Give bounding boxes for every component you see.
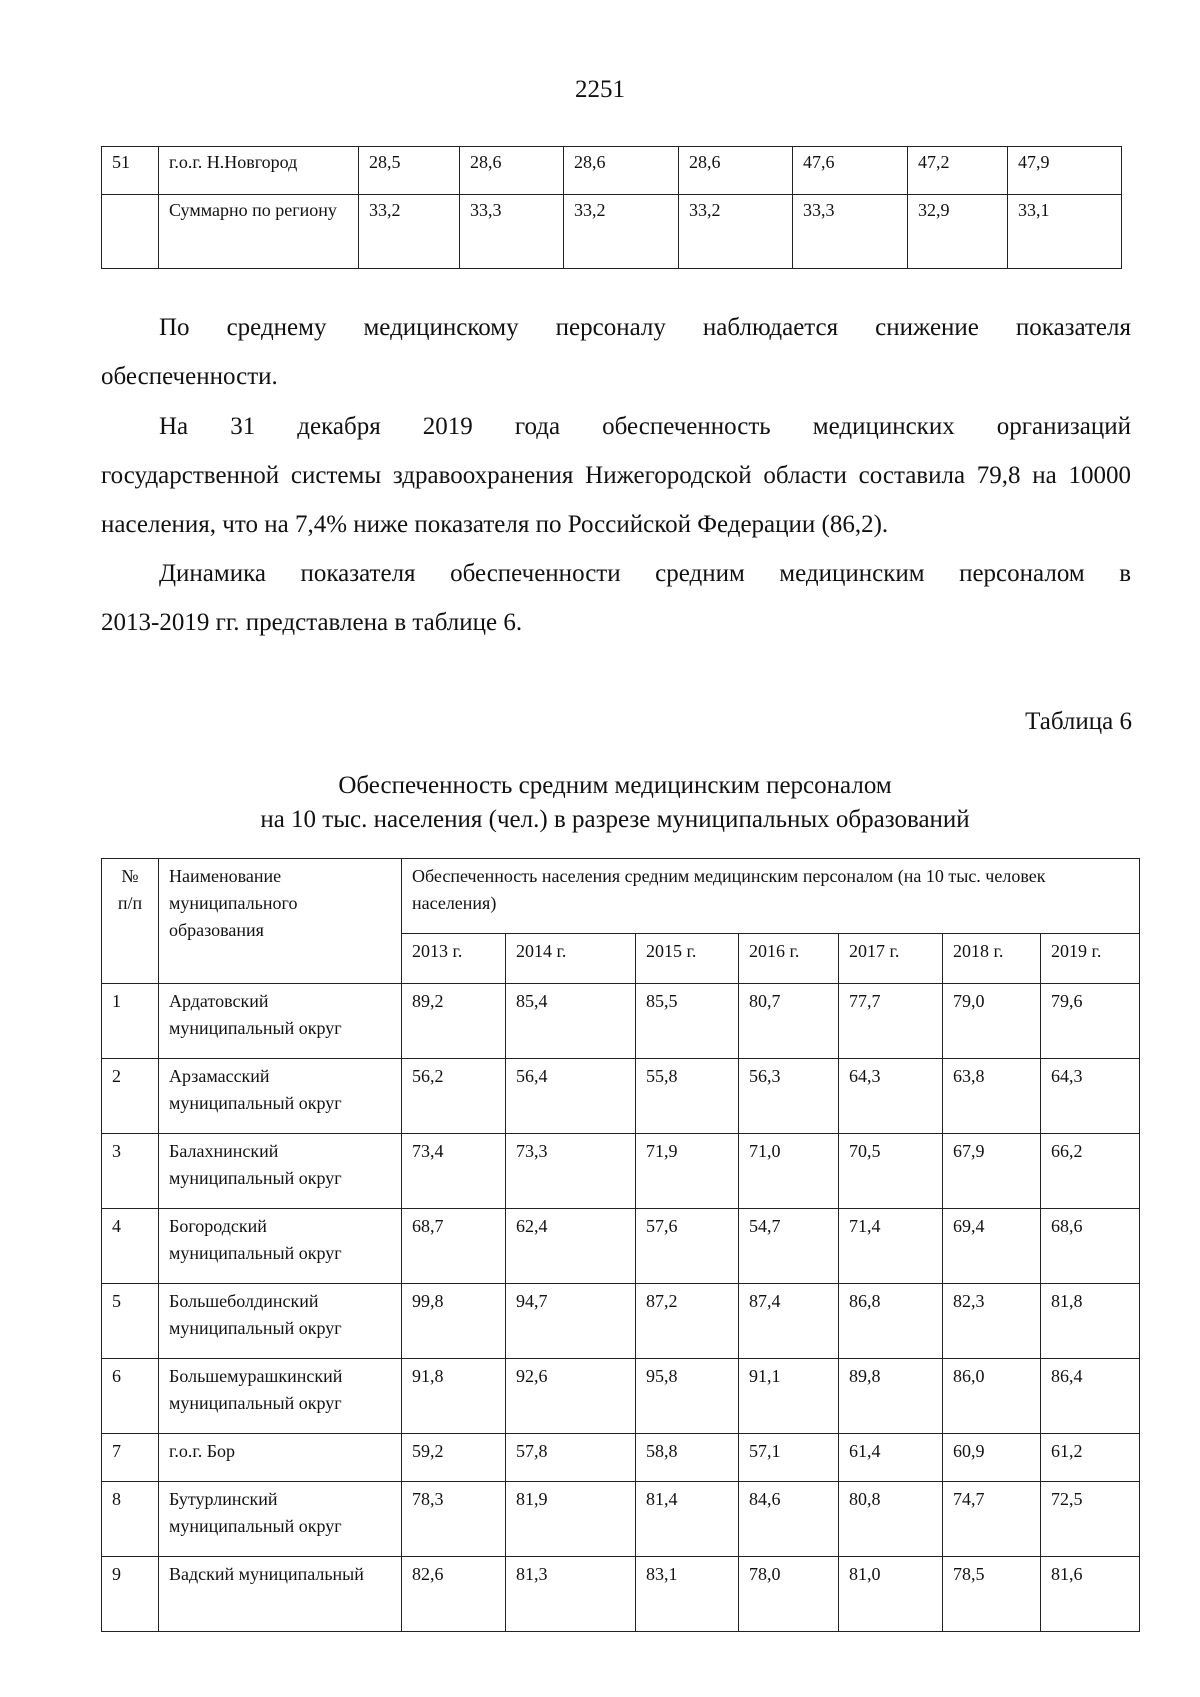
paragraph-1: По среднему медицинскому персоналу наблюдается снижение показателя обеспеченности.	[101, 314, 1131, 390]
row-num	[102, 195, 159, 269]
row-name: Ардатовский муниципальный округ	[159, 984, 402, 1059]
row-value: 99,8	[402, 1284, 506, 1359]
row-value: 28,5	[359, 147, 460, 195]
row-value: 59,2	[402, 1434, 506, 1482]
row-value: 81,9	[506, 1482, 636, 1557]
row-value: 54,7	[739, 1209, 839, 1284]
paragraph-2: На 31 декабря 2019 года обеспеченность медицинских организаций государственной системы здравоохранения Нижегородской области составила 79,8 на 10000 населения, что на 7,4% ниже показателя по Российской Федерации (86,2).	[101, 413, 1131, 538]
row-value: 85,4	[506, 984, 636, 1059]
row-num: 9	[102, 1557, 159, 1632]
row-name: Суммарно по региону	[159, 195, 359, 269]
row-value: 81,4	[636, 1482, 739, 1557]
row-value: 71,4	[839, 1209, 943, 1284]
header-year: 2019 г.	[1041, 934, 1140, 984]
table-title-line-1: Обеспеченность средним медицинским персоналом	[338, 772, 892, 799]
row-value: 33,3	[460, 195, 564, 269]
row-value: 78,5	[943, 1557, 1041, 1632]
row-value: 87,2	[636, 1284, 739, 1359]
top-table-row	[102, 195, 1122, 269]
header-year: 2018 г.	[943, 934, 1041, 984]
row-value: 68,7	[402, 1209, 506, 1284]
row-value: 32,9	[908, 195, 1008, 269]
row-value: 33,2	[359, 195, 460, 269]
row-value: 87,4	[739, 1284, 839, 1359]
row-value: 56,4	[506, 1059, 636, 1134]
row-num: 51	[102, 147, 159, 195]
row-value: 71,9	[636, 1134, 739, 1209]
top-table-row	[102, 147, 1122, 195]
row-value: 81,6	[1041, 1557, 1140, 1632]
row-num: 2	[102, 1059, 159, 1134]
row-value: 57,6	[636, 1209, 739, 1284]
table-label: Таблица 6	[1025, 708, 1132, 735]
row-value: 64,3	[1041, 1059, 1140, 1134]
row-value: 79,6	[1041, 984, 1140, 1059]
row-value: 61,2	[1041, 1434, 1140, 1482]
table-row	[102, 1434, 1140, 1482]
header-group: Обеспеченность населения средним медицинским персоналом (на 10 тыс. человек населения)	[402, 859, 1140, 934]
row-value: 83,1	[636, 1557, 739, 1632]
header-name: Наименование муниципального образования	[159, 859, 402, 984]
row-value: 94,7	[506, 1284, 636, 1359]
header-year: 2013 г.	[402, 934, 506, 984]
table-row	[102, 1482, 1140, 1557]
row-value: 33,1	[1008, 195, 1122, 269]
row-value: 95,8	[636, 1359, 739, 1434]
header-year: 2017 г.	[839, 934, 943, 984]
row-num: 8	[102, 1482, 159, 1557]
row-value: 62,4	[506, 1209, 636, 1284]
row-value: 78,3	[402, 1482, 506, 1557]
row-name: г.о.г. Н.Новгород	[159, 147, 359, 195]
row-value: 91,1	[739, 1359, 839, 1434]
table-row	[102, 1134, 1140, 1209]
table-row	[102, 1059, 1140, 1134]
row-value: 56,3	[739, 1059, 839, 1134]
row-num: 1	[102, 984, 159, 1059]
table-title-line-2: на 10 тыс. населения (чел.) в разрезе муниципальных образований	[260, 806, 970, 833]
row-value: 57,1	[739, 1434, 839, 1482]
row-value: 47,6	[793, 147, 908, 195]
row-name: Арзамасский муниципальный округ	[159, 1059, 402, 1134]
row-num: 3	[102, 1134, 159, 1209]
row-value: 73,4	[402, 1134, 506, 1209]
row-value: 92,6	[506, 1359, 636, 1434]
row-value: 84,6	[739, 1482, 839, 1557]
row-value: 80,8	[839, 1482, 943, 1557]
row-value: 28,6	[679, 147, 793, 195]
row-value: 86,4	[1041, 1359, 1140, 1434]
row-value: 67,9	[943, 1134, 1041, 1209]
page-number: 2251	[575, 76, 625, 103]
row-name: Бутурлинский муниципальный округ	[159, 1482, 402, 1557]
table-row	[102, 984, 1140, 1059]
row-value: 72,5	[1041, 1482, 1140, 1557]
row-value: 47,2	[908, 147, 1008, 195]
row-value: 86,8	[839, 1284, 943, 1359]
row-name: Балахнинский муниципальный округ	[159, 1134, 402, 1209]
row-value: 33,2	[564, 195, 679, 269]
row-value: 56,2	[402, 1059, 506, 1134]
table-row	[102, 1359, 1140, 1434]
row-value: 70,5	[839, 1134, 943, 1209]
row-value: 60,9	[943, 1434, 1041, 1482]
paragraph-3: Динамика показателя обеспеченности средним медицинским персоналом в 2013-2019 гг. представлена в таблице 6.	[101, 560, 1131, 636]
header-year: 2015 г.	[636, 934, 739, 984]
row-num: 6	[102, 1359, 159, 1434]
row-value: 81,3	[506, 1557, 636, 1632]
table-row	[102, 1284, 1140, 1359]
row-value: 28,6	[460, 147, 564, 195]
row-value: 91,8	[402, 1359, 506, 1434]
table-row	[102, 1557, 1140, 1632]
top-table	[101, 146, 1122, 269]
row-value: 73,3	[506, 1134, 636, 1209]
row-value: 71,0	[739, 1134, 839, 1209]
row-value: 86,0	[943, 1359, 1041, 1434]
row-value: 55,8	[636, 1059, 739, 1134]
row-value: 69,4	[943, 1209, 1041, 1284]
row-value: 79,0	[943, 984, 1041, 1059]
row-value: 82,3	[943, 1284, 1041, 1359]
row-value: 57,8	[506, 1434, 636, 1482]
row-value: 89,8	[839, 1359, 943, 1434]
main-table	[101, 858, 1140, 1632]
header-year: 2016 г.	[739, 934, 839, 984]
header-num: № п/п	[102, 859, 159, 984]
row-value: 89,2	[402, 984, 506, 1059]
row-value: 77,7	[839, 984, 943, 1059]
row-num: 4	[102, 1209, 159, 1284]
row-value: 58,8	[636, 1434, 739, 1482]
row-name: г.о.г. Бор	[159, 1434, 402, 1482]
row-value: 85,5	[636, 984, 739, 1059]
row-value: 82,6	[402, 1557, 506, 1632]
row-value: 78,0	[739, 1557, 839, 1632]
row-value: 63,8	[943, 1059, 1041, 1134]
row-num: 5	[102, 1284, 159, 1359]
row-name: Вадский муниципальный	[159, 1557, 402, 1632]
row-name: Богородский муниципальный округ	[159, 1209, 402, 1284]
row-value: 74,7	[943, 1482, 1041, 1557]
row-name: Большемурашкинский муниципальный округ	[159, 1359, 402, 1434]
row-value: 33,3	[793, 195, 908, 269]
row-name: Большеболдинский муниципальный округ	[159, 1284, 402, 1359]
row-value: 33,2	[679, 195, 793, 269]
row-value: 64,3	[839, 1059, 943, 1134]
row-value: 61,4	[839, 1434, 943, 1482]
row-value: 68,6	[1041, 1209, 1140, 1284]
row-value: 28,6	[564, 147, 679, 195]
row-value: 81,0	[839, 1557, 943, 1632]
row-num: 7	[102, 1434, 159, 1482]
row-value: 66,2	[1041, 1134, 1140, 1209]
header-year: 2014 г.	[506, 934, 636, 984]
table-row	[102, 1209, 1140, 1284]
row-value: 47,9	[1008, 147, 1122, 195]
row-value: 80,7	[739, 984, 839, 1059]
row-value: 81,8	[1041, 1284, 1140, 1359]
